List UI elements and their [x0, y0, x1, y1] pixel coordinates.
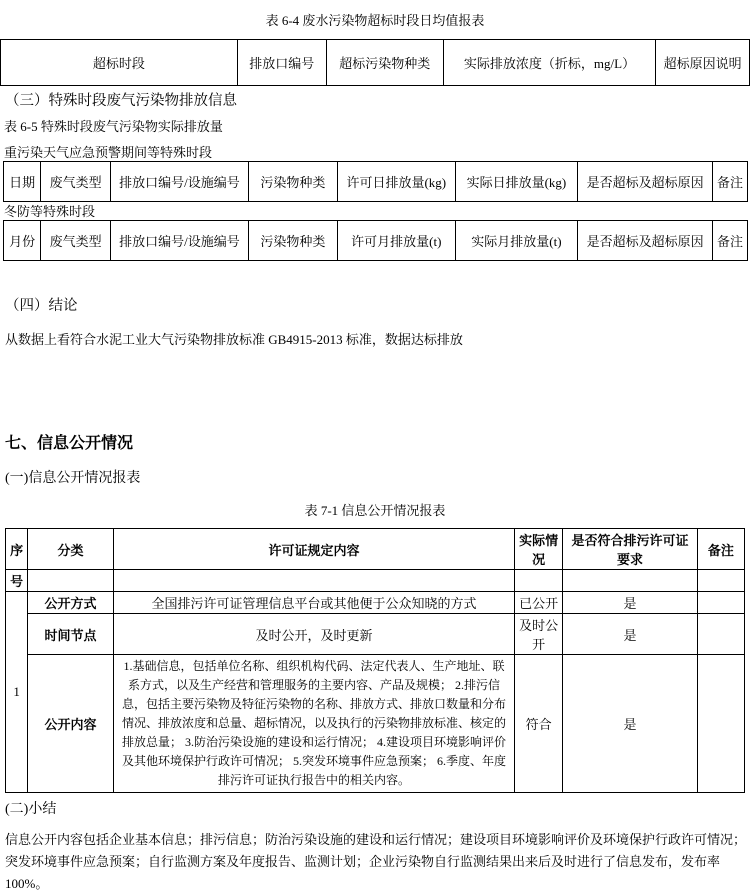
t71-header-empty-cell — [113, 570, 514, 592]
section-4-heading: （四）结论 — [5, 298, 78, 314]
t71-header-actual: 实际情况 — [515, 529, 563, 570]
t65m-header-permitted-monthly: 许可月排放量(t) — [338, 221, 456, 261]
t71-actual-method: 已公开 — [515, 592, 563, 614]
t71-header-seq-bottom: 号 — [6, 570, 28, 592]
table-row-disclosure-timing — [6, 614, 745, 655]
t71-header-empty-cell — [697, 570, 744, 592]
section-7-sub2-heading: (二)小结 — [5, 802, 57, 817]
table-6-4-wastewater-exceedance — [0, 39, 750, 86]
t64-header-actual-concentration: 实际排放浓度（折标，mg/L） — [443, 40, 656, 86]
t64-header-pollutant-type: 超标污染物种类 — [326, 40, 443, 86]
t65m-header-outlet-facility-no: 排放口编号/设施编号 — [111, 221, 249, 261]
t65d-header-pollutant-type: 污染物种类 — [248, 162, 337, 202]
table-row — [4, 221, 748, 261]
t65m-header-gas-type: 废气类型 — [41, 221, 111, 261]
heavy-pollution-period-label: 重污染天气应急预警期间等特殊时段 — [4, 145, 213, 160]
t64-header-outlet-no: 排放口编号 — [237, 40, 326, 86]
t65d-header-remark: 备注 — [712, 162, 747, 202]
t65d-header-gas-type: 废气类型 — [41, 162, 111, 202]
table-7-1-caption: 表 7-1 信息公开情况报表 — [304, 503, 446, 518]
t71-header-empty-cell — [28, 570, 114, 592]
t64-header-exceed-period: 超标时段 — [1, 40, 238, 86]
t71-remark-timing — [697, 614, 744, 655]
table-6-5-monthly-emissions — [3, 220, 748, 261]
table-7-1-information-disclosure — [5, 528, 745, 793]
table-row-disclosure-content — [6, 655, 745, 793]
t71-header-permit-content: 许可证规定内容 — [113, 529, 514, 570]
t71-header-remark: 备注 — [697, 529, 744, 570]
t71-seq-value: 1 — [6, 592, 28, 793]
t65d-header-actual-daily: 实际日排放量(kg) — [455, 162, 578, 202]
t65m-header-month: 月份 — [4, 221, 41, 261]
section-7-heading: 七、信息公开情况 — [5, 435, 134, 452]
t71-header-category: 分类 — [28, 529, 114, 570]
section-3-heading: （三）特殊时段废气污染物排放信息 — [5, 93, 237, 109]
t71-comply-content: 是 — [563, 655, 697, 793]
t65m-header-pollutant-type: 污染物种类 — [248, 221, 337, 261]
t71-content-method: 全国排污许可证管理信息平台或其他便于公众知晓的方式 — [113, 592, 514, 614]
table-row-disclosure-method — [6, 592, 745, 614]
table-6-4-caption: 表 6-4 废水污染物超标时段日均值报表 — [265, 13, 485, 28]
table-6-5-daily-emissions — [3, 161, 748, 202]
t71-category-timing: 时间节点 — [28, 614, 114, 655]
t71-remark-method — [697, 592, 744, 614]
t64-header-exceed-reason: 超标原因说明 — [656, 40, 750, 86]
t71-category-method: 公开方式 — [28, 592, 114, 614]
t71-comply-method: 是 — [563, 592, 697, 614]
table-header-row-bottom — [6, 570, 745, 592]
table-header-row-top — [6, 529, 745, 570]
t71-content-content: 1.基础信息，包括单位名称、组织机构代码、法定代表人、生产地址、联系方式，以及生产经营和管理服务的主要内容、产品及规模； 2.排污信息，包括主要污染物及特征污染物的名称、排放方式、排放口数量和分布情况、排放浓度和总量、超标情况，以及执行的污染物排放标准、核定的排放总量； 3.防治污染设施的建设和运行情况； 4.建设项目环境影响评价及其他环境保护行政许可情况； 5.突发环境事件应急预案； 6.季度、年度排污许可证执行报告中的相关内容。 — [113, 655, 514, 793]
t65d-header-outlet-facility-no: 排放口编号/设施编号 — [111, 162, 249, 202]
winter-period-label: 冬防等特殊时段 — [4, 204, 96, 219]
t65d-header-date: 日期 — [4, 162, 41, 202]
table-6-5-caption: 表 6-5 特殊时段废气污染物实际排放量 — [4, 119, 223, 134]
section-7-sub1-heading: (一)信息公开情况报表 — [5, 471, 141, 486]
table-row — [4, 162, 748, 202]
t71-content-timing: 及时公开，及时更新 — [113, 614, 514, 655]
t71-header-empty-cell — [515, 570, 563, 592]
t71-remark-content — [697, 655, 744, 793]
t65d-header-permitted-daily: 许可日排放量(kg) — [338, 162, 456, 202]
t65m-header-exceed-reason: 是否超标及超标原因 — [578, 221, 713, 261]
disclosure-summary-text: 信息公开内容包括企业基本信息；排污信息；防治污染设施的建设和运行情况；建设项目环境影响评价及环境保护行政许可情况；突发环境事件应急预案；自行监测方案及年度报告、监测计划；企业污染物自行监测结果出来后及时进行了信息发布，发布率 100%。 — [5, 832, 747, 891]
t65d-header-exceed-reason: 是否超标及超标原因 — [578, 162, 713, 202]
conclusion-text: 从数据上看符合水泥工业大气污染物排放标准 GB4915-2013 标准，数据达标排放 — [5, 332, 463, 347]
t71-header-empty-cell — [563, 570, 697, 592]
t65m-header-actual-monthly: 实际月排放量(t) — [455, 221, 578, 261]
t71-comply-timing: 是 — [563, 614, 697, 655]
t71-category-content: 公开内容 — [28, 655, 114, 793]
t65m-header-remark: 备注 — [712, 221, 747, 261]
t71-actual-content: 符合 — [515, 655, 563, 793]
t71-header-seq-top: 序 — [6, 529, 28, 570]
t71-actual-timing: 及时公开 — [515, 614, 563, 655]
t71-header-comply: 是否符合排污许可证要求 — [563, 529, 697, 570]
table-row — [1, 40, 750, 86]
